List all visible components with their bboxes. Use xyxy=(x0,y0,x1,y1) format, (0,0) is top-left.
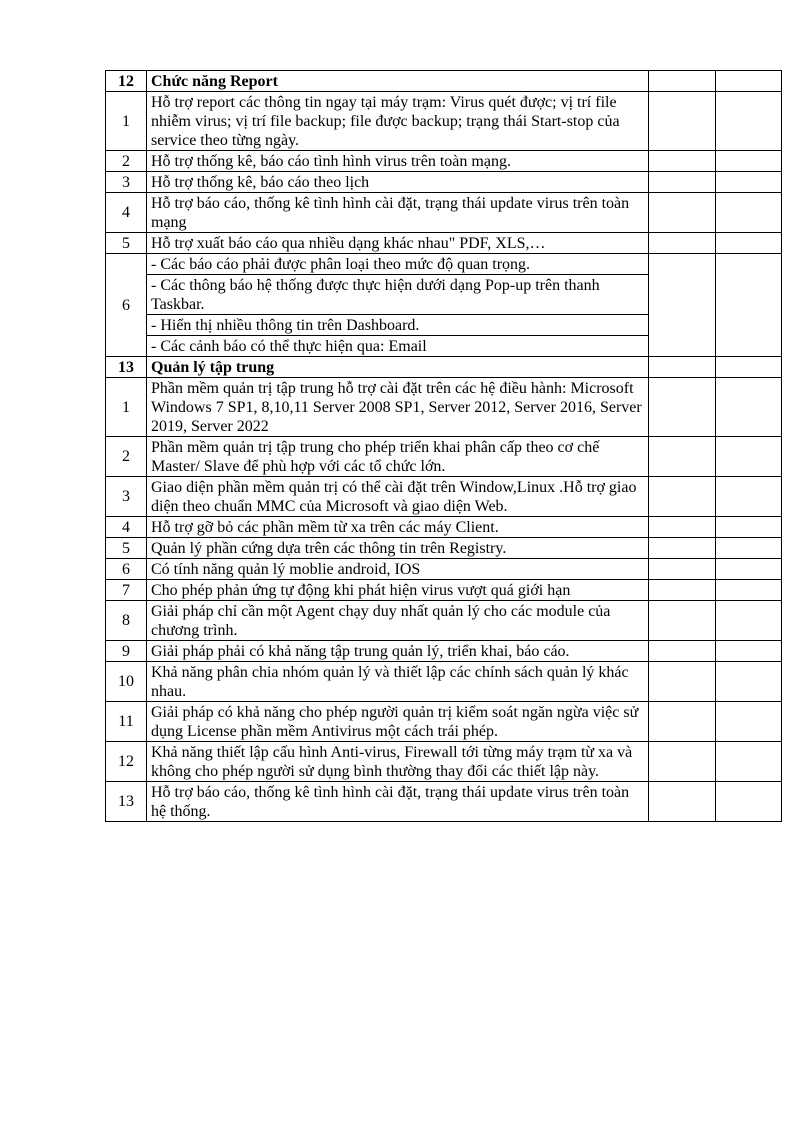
section-number: 13 xyxy=(106,357,147,378)
section-header-row xyxy=(106,71,782,92)
blank-cell xyxy=(716,92,782,151)
item-description: Quản lý phần cứng dựa trên các thông tin trên Registry. xyxy=(147,538,649,559)
item-number: 6 xyxy=(106,254,147,357)
table-row xyxy=(106,151,782,172)
item-number: 1 xyxy=(106,92,147,151)
table-row xyxy=(106,702,782,742)
blank-cell xyxy=(716,601,782,641)
item-description: Khả năng phân chia nhóm quản lý và thiết lập các chính sách quản lý khác nhau. xyxy=(147,662,649,702)
blank-cell xyxy=(716,233,782,254)
blank-cell xyxy=(716,71,782,92)
item-number: 8 xyxy=(106,601,147,641)
item-number: 6 xyxy=(106,559,147,580)
item-number: 3 xyxy=(106,172,147,193)
item-number: 1 xyxy=(106,378,147,437)
table-row xyxy=(106,601,782,641)
table-row xyxy=(106,193,782,233)
blank-cell xyxy=(716,378,782,437)
item-description: Phần mềm quản trị tập trung hỗ trợ cài đặt trên các hệ điều hành: Microsoft Windows 7 SP1, 8,10,11 Server 2008 SP1, Server 2012, Server 2016, Server 2019, Server 2022 xyxy=(147,378,649,437)
item-number: 12 xyxy=(106,742,147,782)
item-number: 10 xyxy=(106,662,147,702)
blank-cell xyxy=(716,172,782,193)
item-description: - Các cảnh báo có thể thực hiện qua: Email xyxy=(147,336,649,357)
item-number: 13 xyxy=(106,782,147,822)
table-row xyxy=(106,378,782,437)
item-description: Cho phép phản ứng tự động khi phát hiện virus vượt quá giới hạn xyxy=(147,580,649,601)
item-description: Hỗ trợ thống kê, báo cáo theo lịch xyxy=(147,172,649,193)
table-row xyxy=(106,437,782,477)
item-number: 11 xyxy=(106,702,147,742)
item-description: Hỗ trợ report các thông tin ngay tại máy trạm: Virus quét được; vị trí file nhiễm virus; vị trí file backup; file được backup; trạng thái Start-stop của service theo từng ngày. xyxy=(147,92,649,151)
blank-cell xyxy=(716,782,782,822)
blank-cell xyxy=(716,580,782,601)
item-number: 7 xyxy=(106,580,147,601)
blank-cell xyxy=(716,193,782,233)
item-number: 3 xyxy=(106,477,147,517)
blank-cell xyxy=(649,559,716,580)
table-row xyxy=(106,662,782,702)
item-description: Phần mềm quản trị tập trung cho phép triển khai phân cấp theo cơ chế Master/ Slave để phù hợp với các tổ chức lớn. xyxy=(147,437,649,477)
blank-cell xyxy=(649,517,716,538)
item-number: 4 xyxy=(106,193,147,233)
blank-cell xyxy=(716,538,782,559)
table-row xyxy=(106,538,782,559)
blank-cell xyxy=(716,742,782,782)
table-row xyxy=(106,517,782,538)
item-description: - Hiển thị nhiều thông tin trên Dashboard. xyxy=(147,315,649,336)
table-row xyxy=(106,233,782,254)
table-row xyxy=(106,742,782,782)
blank-cell xyxy=(716,437,782,477)
section-title: Quản lý tập trung xyxy=(147,357,649,378)
blank-cell xyxy=(649,601,716,641)
blank-cell xyxy=(649,172,716,193)
section-header-row xyxy=(106,357,782,378)
blank-cell xyxy=(649,254,716,357)
item-description: Giải pháp phải có khả năng tập trung quản lý, triển khai, báo cáo. xyxy=(147,641,649,662)
item-description: Giải pháp chỉ cần một Agent chạy duy nhất quản lý cho các module của chương trình. xyxy=(147,601,649,641)
item-description: Khả năng thiết lập cấu hình Anti-virus, Firewall tới từng máy trạm từ xa và không cho phép người sử dụng bình thường thay đổi các thiết lập này. xyxy=(147,742,649,782)
blank-cell xyxy=(649,378,716,437)
blank-cell xyxy=(649,233,716,254)
table-row xyxy=(106,92,782,151)
item-number: 2 xyxy=(106,151,147,172)
section-number: 12 xyxy=(106,71,147,92)
blank-cell xyxy=(649,580,716,601)
table-row xyxy=(106,172,782,193)
item-description: - Các báo cáo phải được phân loại theo mức độ quan trọng. xyxy=(147,254,649,275)
blank-cell xyxy=(649,357,716,378)
item-description: Hỗ trợ gỡ bỏ các phần mềm từ xa trên các máy Client. xyxy=(147,517,649,538)
blank-cell xyxy=(716,559,782,580)
table-row xyxy=(106,641,782,662)
blank-cell xyxy=(716,517,782,538)
blank-cell xyxy=(716,702,782,742)
blank-cell xyxy=(716,662,782,702)
blank-cell xyxy=(649,151,716,172)
blank-cell xyxy=(649,641,716,662)
item-description: Hỗ trợ thống kê, báo cáo tình hình virus trên toàn mạng. xyxy=(147,151,649,172)
item-description: Giao diện phần mềm quản trị có thể cài đặt trên Window,Linux .Hỗ trợ giao diện theo chuẩn MMC của Microsoft và giao diện Web. xyxy=(147,477,649,517)
table-row xyxy=(106,477,782,517)
blank-cell xyxy=(649,662,716,702)
table-row xyxy=(106,782,782,822)
blank-cell xyxy=(649,92,716,151)
blank-cell xyxy=(649,437,716,477)
blank-cell xyxy=(649,71,716,92)
table-row xyxy=(106,559,782,580)
blank-cell xyxy=(649,702,716,742)
item-number: 5 xyxy=(106,233,147,254)
item-description: Có tính năng quản lý moblie android, IOS xyxy=(147,559,649,580)
blank-cell xyxy=(649,538,716,559)
item-number: 4 xyxy=(106,517,147,538)
blank-cell xyxy=(649,742,716,782)
item-description: - Các thông báo hệ thống được thực hiện dưới dạng Pop-up trên thanh Taskbar. xyxy=(147,275,649,315)
blank-cell xyxy=(649,477,716,517)
blank-cell xyxy=(716,477,782,517)
item-description: Hỗ trợ báo cáo, thống kê tình hình cài đặt, trạng thái update virus trên toàn hệ thống. xyxy=(147,782,649,822)
item-number: 5 xyxy=(106,538,147,559)
blank-cell xyxy=(716,357,782,378)
item-number: 2 xyxy=(106,437,147,477)
item-description: Hỗ trợ báo cáo, thống kê tình hình cài đặt, trạng thái update virus trên toàn mạng xyxy=(147,193,649,233)
item-number: 9 xyxy=(106,641,147,662)
blank-cell xyxy=(716,641,782,662)
spec-table xyxy=(105,70,782,822)
blank-cell xyxy=(649,782,716,822)
spec-table-body xyxy=(106,71,782,822)
blank-cell xyxy=(716,254,782,357)
section-title: Chức năng Report xyxy=(147,71,649,92)
table-row xyxy=(106,580,782,601)
blank-cell xyxy=(716,151,782,172)
blank-cell xyxy=(649,193,716,233)
item-description: Hỗ trợ xuất báo cáo qua nhiều dạng khác nhau" PDF, XLS,… xyxy=(147,233,649,254)
item-description: Giải pháp có khả năng cho phép người quản trị kiểm soát ngăn ngừa việc sử dụng License phần mềm Antivirus một cách trái phép. xyxy=(147,702,649,742)
table-row xyxy=(106,254,782,275)
